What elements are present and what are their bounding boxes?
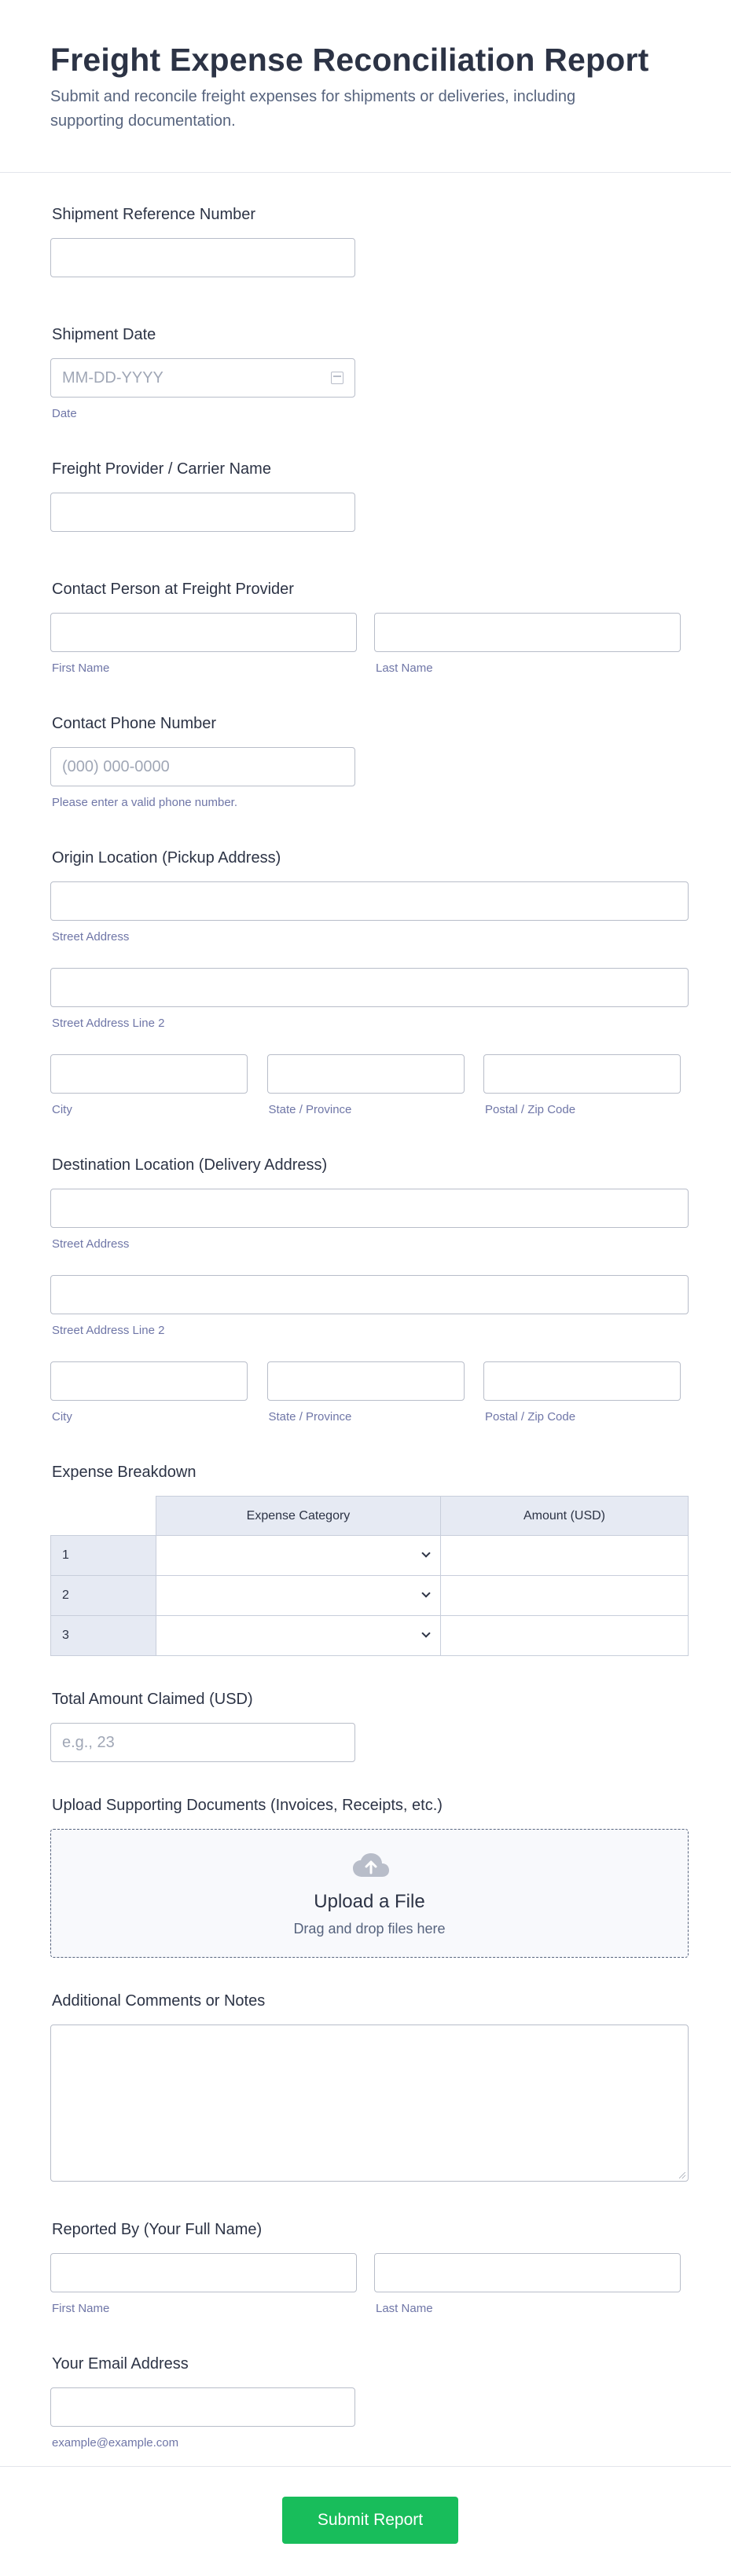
expense-field xyxy=(50,1462,681,1656)
origin-state-input[interactable] xyxy=(267,1054,465,1094)
email-sublabel: example@example.com xyxy=(52,2436,179,2450)
expense-row-number: 1 xyxy=(51,1536,156,1576)
shipment-ref-input[interactable] xyxy=(50,238,355,277)
contact-field xyxy=(50,579,681,676)
expense-category-select[interactable] xyxy=(156,1536,441,1576)
reporter-first-name-sublabel: First Name xyxy=(52,2302,110,2315)
expense-amount-header: Amount (USD) xyxy=(441,1497,689,1536)
comments-textarea[interactable] xyxy=(50,2025,689,2182)
expense-table xyxy=(50,1496,689,1656)
shipment-ref-field xyxy=(50,204,681,277)
upload-subtitle: Drag and drop files here xyxy=(293,1921,446,1937)
origin-field xyxy=(50,848,681,1117)
comments-label: Additional Comments or Notes xyxy=(52,1992,266,2010)
carrier-input[interactable] xyxy=(50,493,355,532)
origin-street2-input[interactable] xyxy=(50,968,689,1007)
destination-street2-sublabel: Street Address Line 2 xyxy=(52,1324,165,1337)
destination-zip-sublabel: Postal / Zip Code xyxy=(485,1410,576,1424)
expense-amount-input[interactable] xyxy=(441,1536,689,1576)
origin-city-input[interactable] xyxy=(50,1054,248,1094)
carrier-label: Freight Provider / Carrier Name xyxy=(52,460,271,478)
shipment-date-sublabel: Date xyxy=(52,407,77,420)
expense-amount-input[interactable] xyxy=(441,1616,689,1656)
destination-zip-input[interactable] xyxy=(483,1361,681,1401)
destination-street-sublabel: Street Address xyxy=(52,1237,130,1251)
expense-amount-input[interactable] xyxy=(441,1576,689,1616)
calendar-icon[interactable] xyxy=(331,372,343,384)
upload-title: Upload a File xyxy=(314,1891,425,1912)
phone-sublabel: Please enter a valid phone number. xyxy=(52,796,237,809)
shipment-date-placeholder: MM-DD-YYYY xyxy=(62,369,163,387)
cloud-upload-icon xyxy=(351,1852,391,1878)
origin-street-input[interactable] xyxy=(50,881,689,921)
form-body xyxy=(0,173,731,2450)
contact-first-name-sublabel: First Name xyxy=(52,661,110,675)
upload-label: Upload Supporting Documents (Invoices, Receipts, etc.) xyxy=(52,1797,443,1814)
expense-row-number: 3 xyxy=(51,1616,156,1656)
page-subtitle: Submit and reconcile freight expenses for shipments or deliveries, including supporting documentation. xyxy=(50,88,576,130)
email-input[interactable] xyxy=(50,2387,355,2427)
expense-label: Expense Breakdown xyxy=(52,1464,197,1481)
table-row xyxy=(51,1536,689,1576)
chevron-down-icon xyxy=(421,1548,430,1557)
shipment-date-field xyxy=(50,324,681,421)
expense-category-select[interactable] xyxy=(156,1616,441,1656)
email-label: Your Email Address xyxy=(52,2355,189,2373)
table-row xyxy=(51,1616,689,1656)
reporter-label: Reported By (Your Full Name) xyxy=(52,2221,263,2238)
destination-field xyxy=(50,1155,681,1424)
origin-label: Origin Location (Pickup Address) xyxy=(52,849,281,867)
total-input[interactable] xyxy=(50,1723,355,1762)
table-row xyxy=(51,1576,689,1616)
origin-state-sublabel: State / Province xyxy=(268,1103,352,1116)
chevron-down-icon xyxy=(421,1588,430,1597)
total-label: Total Amount Claimed (USD) xyxy=(52,1691,253,1708)
upload-dropzone[interactable] xyxy=(50,1829,689,1958)
destination-city-sublabel: City xyxy=(52,1410,72,1424)
reporter-last-name-sublabel: Last Name xyxy=(376,2302,433,2315)
destination-state-sublabel: State / Province xyxy=(268,1410,352,1424)
contact-last-name-input[interactable] xyxy=(374,613,681,652)
shipment-date-input[interactable] xyxy=(50,358,355,398)
contact-first-name-input[interactable] xyxy=(50,613,357,652)
destination-state-input[interactable] xyxy=(267,1361,465,1401)
expense-category-header: Expense Category xyxy=(156,1497,441,1536)
phone-label: Contact Phone Number xyxy=(52,715,217,732)
origin-street-sublabel: Street Address xyxy=(52,930,130,944)
page-title: Freight Expense Reconciliation Report xyxy=(50,42,649,78)
submit-button[interactable]: Submit Report xyxy=(282,2497,458,2544)
expense-row-number: 2 xyxy=(51,1576,156,1616)
expense-corner-cell xyxy=(51,1497,156,1536)
shipment-date-label: Shipment Date xyxy=(52,326,156,343)
phone-input[interactable] xyxy=(50,747,355,786)
destination-street-input[interactable] xyxy=(50,1189,689,1228)
form-header xyxy=(0,0,731,173)
origin-zip-sublabel: Postal / Zip Code xyxy=(485,1103,576,1116)
total-placeholder: e.g., 23 xyxy=(62,1734,115,1751)
origin-street2-sublabel: Street Address Line 2 xyxy=(52,1017,165,1030)
chevron-down-icon xyxy=(421,1629,430,1637)
reporter-field xyxy=(50,2219,681,2316)
reporter-first-name-input[interactable] xyxy=(50,2253,357,2292)
contact-last-name-sublabel: Last Name xyxy=(376,661,433,675)
carrier-field xyxy=(50,459,681,532)
contact-label: Contact Person at Freight Provider xyxy=(52,581,294,598)
origin-city-sublabel: City xyxy=(52,1103,72,1116)
phone-field xyxy=(50,713,681,810)
destination-label: Destination Location (Delivery Address) xyxy=(52,1156,328,1174)
shipment-ref-label: Shipment Reference Number xyxy=(52,206,256,223)
reporter-last-name-input[interactable] xyxy=(374,2253,681,2292)
form-footer xyxy=(0,2466,731,2576)
upload-field xyxy=(50,1795,681,1958)
destination-city-input[interactable] xyxy=(50,1361,248,1401)
phone-placeholder: (000) 000-0000 xyxy=(62,758,170,775)
resize-handle-icon[interactable] xyxy=(679,2172,685,2178)
email-field xyxy=(50,2354,681,2450)
expense-category-select[interactable] xyxy=(156,1576,441,1616)
comments-field xyxy=(50,1991,681,2182)
total-field xyxy=(50,1689,681,1762)
destination-street2-input[interactable] xyxy=(50,1275,689,1314)
origin-zip-input[interactable] xyxy=(483,1054,681,1094)
